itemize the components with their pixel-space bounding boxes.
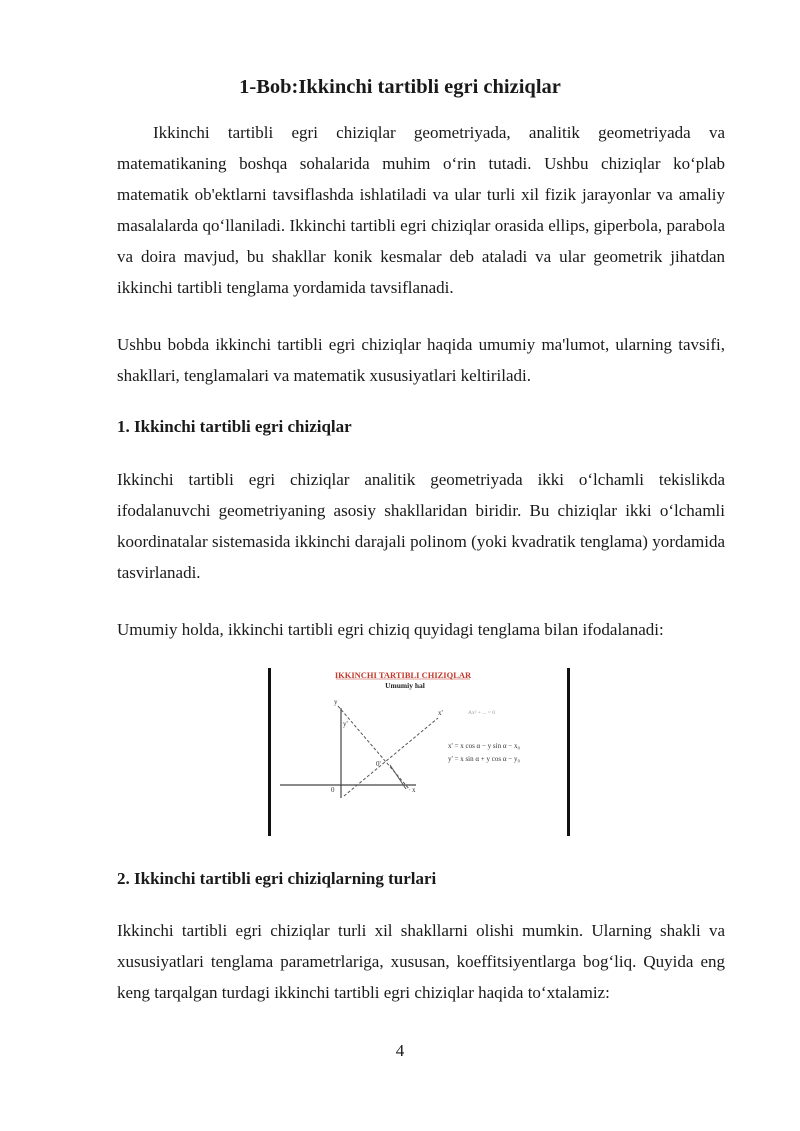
figure-subtitle: Umumiy hal xyxy=(385,681,425,690)
section-2-paragraph: Ikkinchi tartibli egri chiziqlar turli xil shakllarni olishi mumkin. Ularning shakli va xususiyatlari tenglama parametrlariga, xususan, koeffitsiyentlarga bog‘liq. Quyida eng keng tarqalgan turdagi ikkinchi tartibli egri chiziqlar haqida to‘xtalamiz: xyxy=(117,921,725,1002)
rotated-origin-label: 0' xyxy=(376,760,381,768)
section-2-heading: 2. Ikkinchi tartibli egri chiziqlarning turlari xyxy=(117,869,437,888)
coordinate-diagram xyxy=(268,668,570,836)
section-1-heading: 1. Ikkinchi tartibli egri chiziqlar xyxy=(117,417,352,436)
x-prime-label: x' xyxy=(438,709,443,717)
figure-equation-2: y' = x sin α + y cos α − y₀ xyxy=(448,755,520,763)
overview-paragraph: Ushbu bobda ikkinchi tartibli egri chiziqlar haqida umumiy ma'lumot, ularning tavsifi, shakllari, tenglamalari va matematik xususiyatlari keltiriladi. xyxy=(117,335,725,385)
x-axis-label: x xyxy=(412,786,416,794)
page-number: 4 xyxy=(395,1041,405,1060)
origin-label: 0 xyxy=(331,786,335,794)
rotated-y-axis xyxy=(338,706,410,790)
intro-paragraph: Ikkinchi tartibli egri chiziqlar geometriyada, analitik geometriyada va matematikaning boshqa sohalarida muhim o‘rin tutadi. Ushbu chiziqlar ko‘plab matematik ob'ektlarni tavsiflashda ishlatiladi va ular turli xil fizik jarayonlar va amaliy masalalarda qo‘llaniladi. Ikkinchi tartibli egri chiziqlar orasida ellips, giperbola, parabola va doira mavjud, bu shakllar konik kesmalar deb ataladi va ular geometrik jihatdan ikkinchi tartibli tenglama yordamida tavsiflanadi. xyxy=(117,123,725,297)
y-prime-label: y' xyxy=(343,720,348,728)
y-axis-label: y xyxy=(334,698,338,706)
section-1-paragraph: Ikkinchi tartibli egri chiziqlar analitik geometriyada ikki o‘lchamli tekislikda ifodalanuvchi geometriyaning asosiy shakllaridan biridir. Bu chiziqlar ikki o‘lchamli koordinatalar sistemasida ikkinchi darajali polinom (yoki kvadratik tenglama) yordamida tasvirlanadi. xyxy=(117,470,725,582)
figure-equation-1: x' = x cos α − y sin α − x₀ xyxy=(448,742,520,750)
general-equation-paragraph: Umumiy holda, ikkinchi tartibli egri chiziq quyidagi tenglama bilan ifodalanadi: xyxy=(117,620,664,639)
conic-rotation-figure xyxy=(268,668,570,836)
chapter-title: 1-Bob:Ikkinchi tartibli egri chiziqlar xyxy=(239,76,561,98)
figure-title: IKKINCHI TARTIBLI CHIZIQLAR xyxy=(334,670,472,680)
figure-note: Ax² + ... = 0 xyxy=(468,710,495,716)
